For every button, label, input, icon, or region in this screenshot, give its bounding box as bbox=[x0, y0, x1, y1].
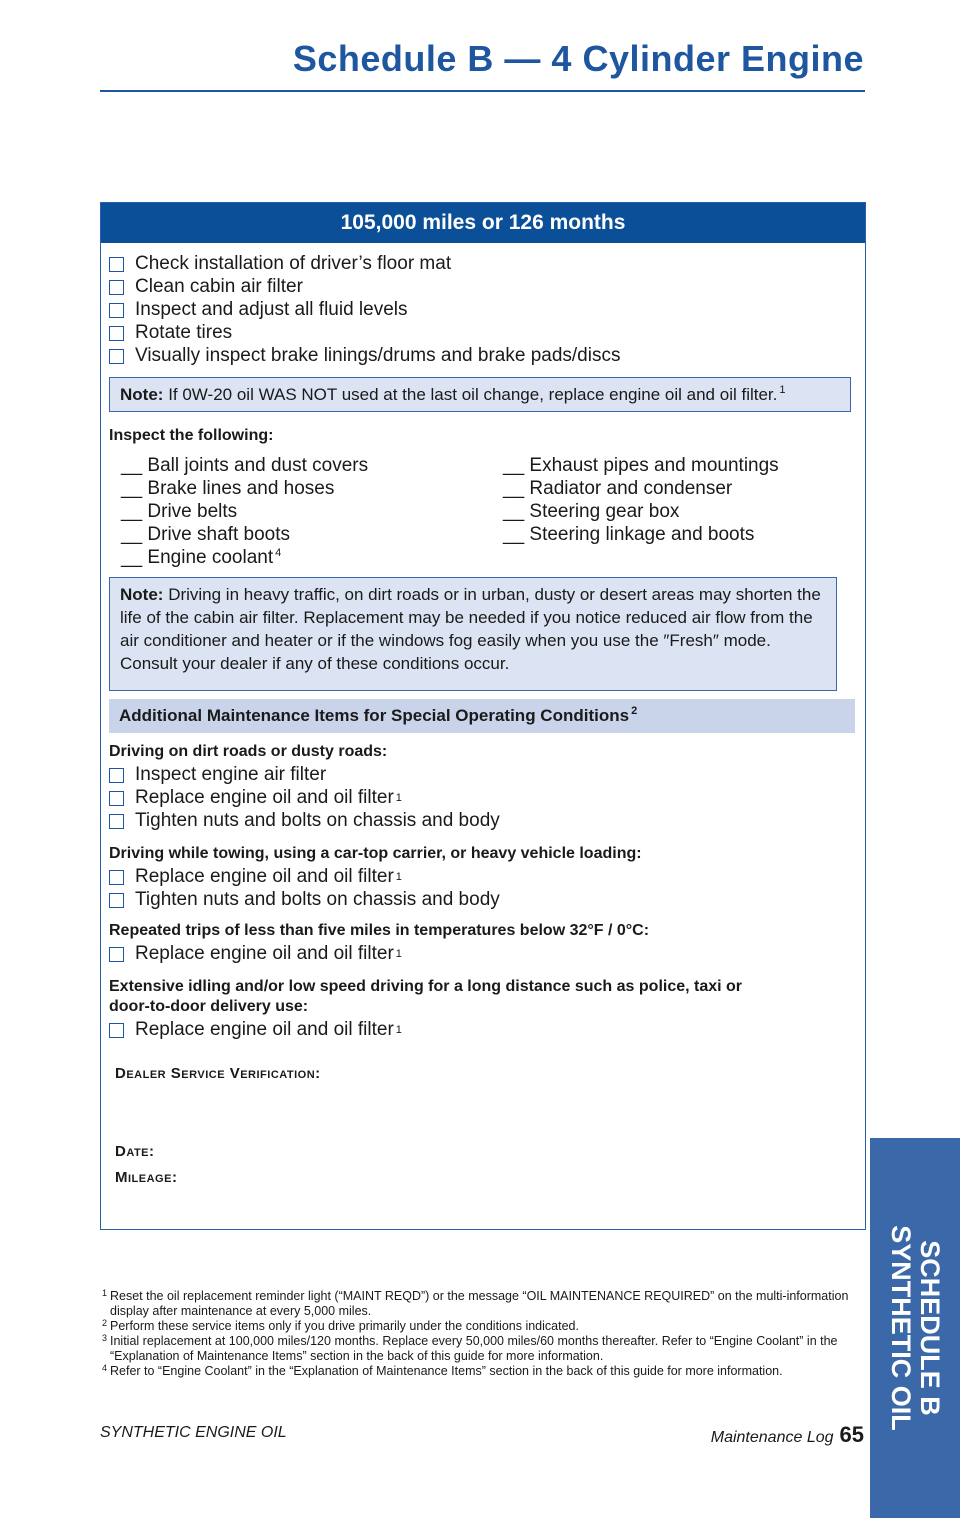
checklist-item[interactable] bbox=[109, 276, 303, 298]
note-text: If 0W-20 oil WAS NOT used at the last oil change, replace engine oil and oil filter. bbox=[168, 385, 778, 404]
checklist-item-label: Inspect engine air filter bbox=[135, 764, 327, 785]
footnote-ref: 4 bbox=[275, 546, 282, 559]
note-text: Driving in heavy traffic, on dirt roads or in urban, dusty or desert areas may shorten the life of the cabin air filter. Replacement may be needed if you notice reduced air flow from the air conditioner and heater or if the windows fog easily when you use the ″Fresh″ mode. Consult your dealer if any of these conditions occur. bbox=[120, 585, 821, 673]
condition-heading: door-to-door delivery use: bbox=[109, 998, 309, 1015]
inspect-item: __ Steering linkage and boots bbox=[503, 524, 755, 545]
title-rule bbox=[100, 90, 865, 92]
maintenance-box bbox=[100, 202, 866, 1230]
inspect-item: __ Drive belts bbox=[121, 501, 238, 522]
checklist-item-label: Replace engine oil and oil filter bbox=[135, 787, 394, 808]
footnote-ref: 1 bbox=[779, 384, 786, 397]
footer-log-label: Maintenance Log 65 bbox=[710, 1422, 864, 1447]
additional-maintenance-heading: Additional Maintenance Items for Special Operating Conditions $^2$ bbox=[109, 699, 855, 733]
page-title: Schedule B — 4 Cylinder Engine bbox=[292, 38, 864, 79]
checklist-item[interactable] bbox=[109, 889, 500, 911]
inspect-item: __ Drive shaft boots bbox=[121, 524, 290, 545]
checkbox-icon[interactable] bbox=[109, 257, 124, 272]
box-header: 105,000 miles or 126 months bbox=[101, 203, 865, 243]
checklist-item[interactable] bbox=[109, 253, 451, 275]
condition-heading: Driving on dirt roads or dusty roads: bbox=[109, 743, 388, 760]
checkbox-icon[interactable] bbox=[109, 947, 124, 962]
checkbox-icon[interactable] bbox=[109, 326, 124, 341]
checklist-item-label: Check installation of driver’s floor mat bbox=[135, 253, 452, 274]
checklist-item-label: Tighten nuts and bolts on chassis and body bbox=[135, 810, 500, 831]
checklist-item[interactable] bbox=[109, 810, 500, 832]
checklist-item[interactable] bbox=[109, 345, 620, 367]
checkbox-icon[interactable] bbox=[109, 893, 124, 908]
note-label: Note: bbox=[120, 585, 164, 604]
footer-section-label: SYNTHETIC ENGINE OIL bbox=[100, 1424, 287, 1441]
checklist-item[interactable]: Replace engine oil and oil filter 1 bbox=[109, 1019, 402, 1041]
inspect-item: __ Engine coolant $^4$ bbox=[121, 546, 282, 568]
checkbox-icon[interactable] bbox=[109, 280, 124, 295]
checklist-item-label: Inspect and adjust all fluid levels bbox=[135, 299, 408, 320]
mileage-label: Mileage: bbox=[115, 1169, 178, 1186]
note-oil bbox=[109, 377, 851, 412]
footnotes bbox=[100, 1289, 860, 1379]
checklist-item-label: Rotate tires bbox=[135, 322, 233, 343]
footnote: 1 Reset the oil replacement reminder light (“MAINT REQD”) or the message “OIL MAINTENANCE REQUIRED” on the multi-information display after maintenance at every 5,000 miles. bbox=[102, 1288, 849, 1318]
checklist-item-label: Tighten nuts and bolts on chassis and body bbox=[135, 889, 500, 910]
condition-heading: Driving while towing, using a car-top carrier, or heavy vehicle loading: bbox=[109, 845, 642, 862]
inspect-item: __ Steering gear box bbox=[503, 501, 680, 522]
checkbox-icon[interactable] bbox=[109, 768, 124, 783]
checklist-item[interactable]: Replace engine oil and oil filter 1 bbox=[109, 787, 402, 809]
footnote: 2 Perform these service items only if you drive primarily under the conditions indicated. bbox=[102, 1318, 579, 1333]
checklist-item-label: Visually inspect brake linings/drums and brake pads/discs bbox=[135, 345, 621, 366]
checkbox-icon[interactable] bbox=[109, 1023, 124, 1038]
checklist-item[interactable]: Replace engine oil and oil filter 1 bbox=[109, 943, 402, 965]
checkbox-icon[interactable] bbox=[109, 349, 124, 364]
checkbox-icon[interactable] bbox=[109, 303, 124, 318]
footnote: 3 Initial replacement at 100,000 miles/120 months. Replace every 50,000 miles/60 months thereafter. Refer to “Engine Coolant” in the “Explanation of Maintenance Items” section in the back of this guide for more information. bbox=[102, 1333, 838, 1363]
checkbox-icon[interactable] bbox=[109, 870, 124, 885]
note-label: Note: bbox=[120, 385, 164, 404]
checklist-item-label: Replace engine oil and oil filter bbox=[135, 1019, 394, 1040]
inspect-heading: Inspect the following: bbox=[109, 427, 274, 444]
inspect-item: __ Ball joints and dust covers bbox=[121, 455, 369, 476]
checkbox-icon[interactable] bbox=[109, 814, 124, 829]
note-cabin-filter bbox=[109, 577, 837, 691]
section-tab[interactable] bbox=[870, 1138, 960, 1518]
footnote-ref: 2 bbox=[631, 705, 638, 718]
page-number: 65 bbox=[839, 1422, 864, 1447]
checklist-item[interactable]: Replace engine oil and oil filter 1 bbox=[109, 866, 402, 888]
condition-heading: Repeated trips of less than five miles in temperatures below 32°F / 0°C: bbox=[109, 922, 650, 939]
condition-heading: Extensive idling and/or low speed driving for a long distance such as police, taxi or bbox=[109, 978, 743, 995]
dealer-verification-label: Dealer Service Verification: bbox=[115, 1065, 321, 1082]
checklist-item-label: Clean cabin air filter bbox=[135, 276, 303, 297]
checklist-item-label: Replace engine oil and oil filter bbox=[135, 943, 394, 964]
checklist-item[interactable] bbox=[109, 299, 408, 321]
checklist-item[interactable] bbox=[109, 764, 326, 786]
section-tab-label: SCHEDULE B SYNTHETIC OIL bbox=[886, 1225, 945, 1431]
inspect-item: __ Exhaust pipes and mountings bbox=[503, 455, 779, 476]
date-label: Date: bbox=[115, 1143, 155, 1160]
inspect-item: __ Radiator and condenser bbox=[503, 478, 733, 499]
checkbox-icon[interactable] bbox=[109, 791, 124, 806]
footnote: 4 Refer to “Engine Coolant” in the “Explanation of Maintenance Items” section in the back of this guide for more information. bbox=[102, 1363, 783, 1378]
checklist-item-label: Replace engine oil and oil filter bbox=[135, 866, 394, 887]
inspect-item: __ Brake lines and hoses bbox=[121, 478, 335, 499]
checklist-item[interactable] bbox=[109, 322, 232, 344]
